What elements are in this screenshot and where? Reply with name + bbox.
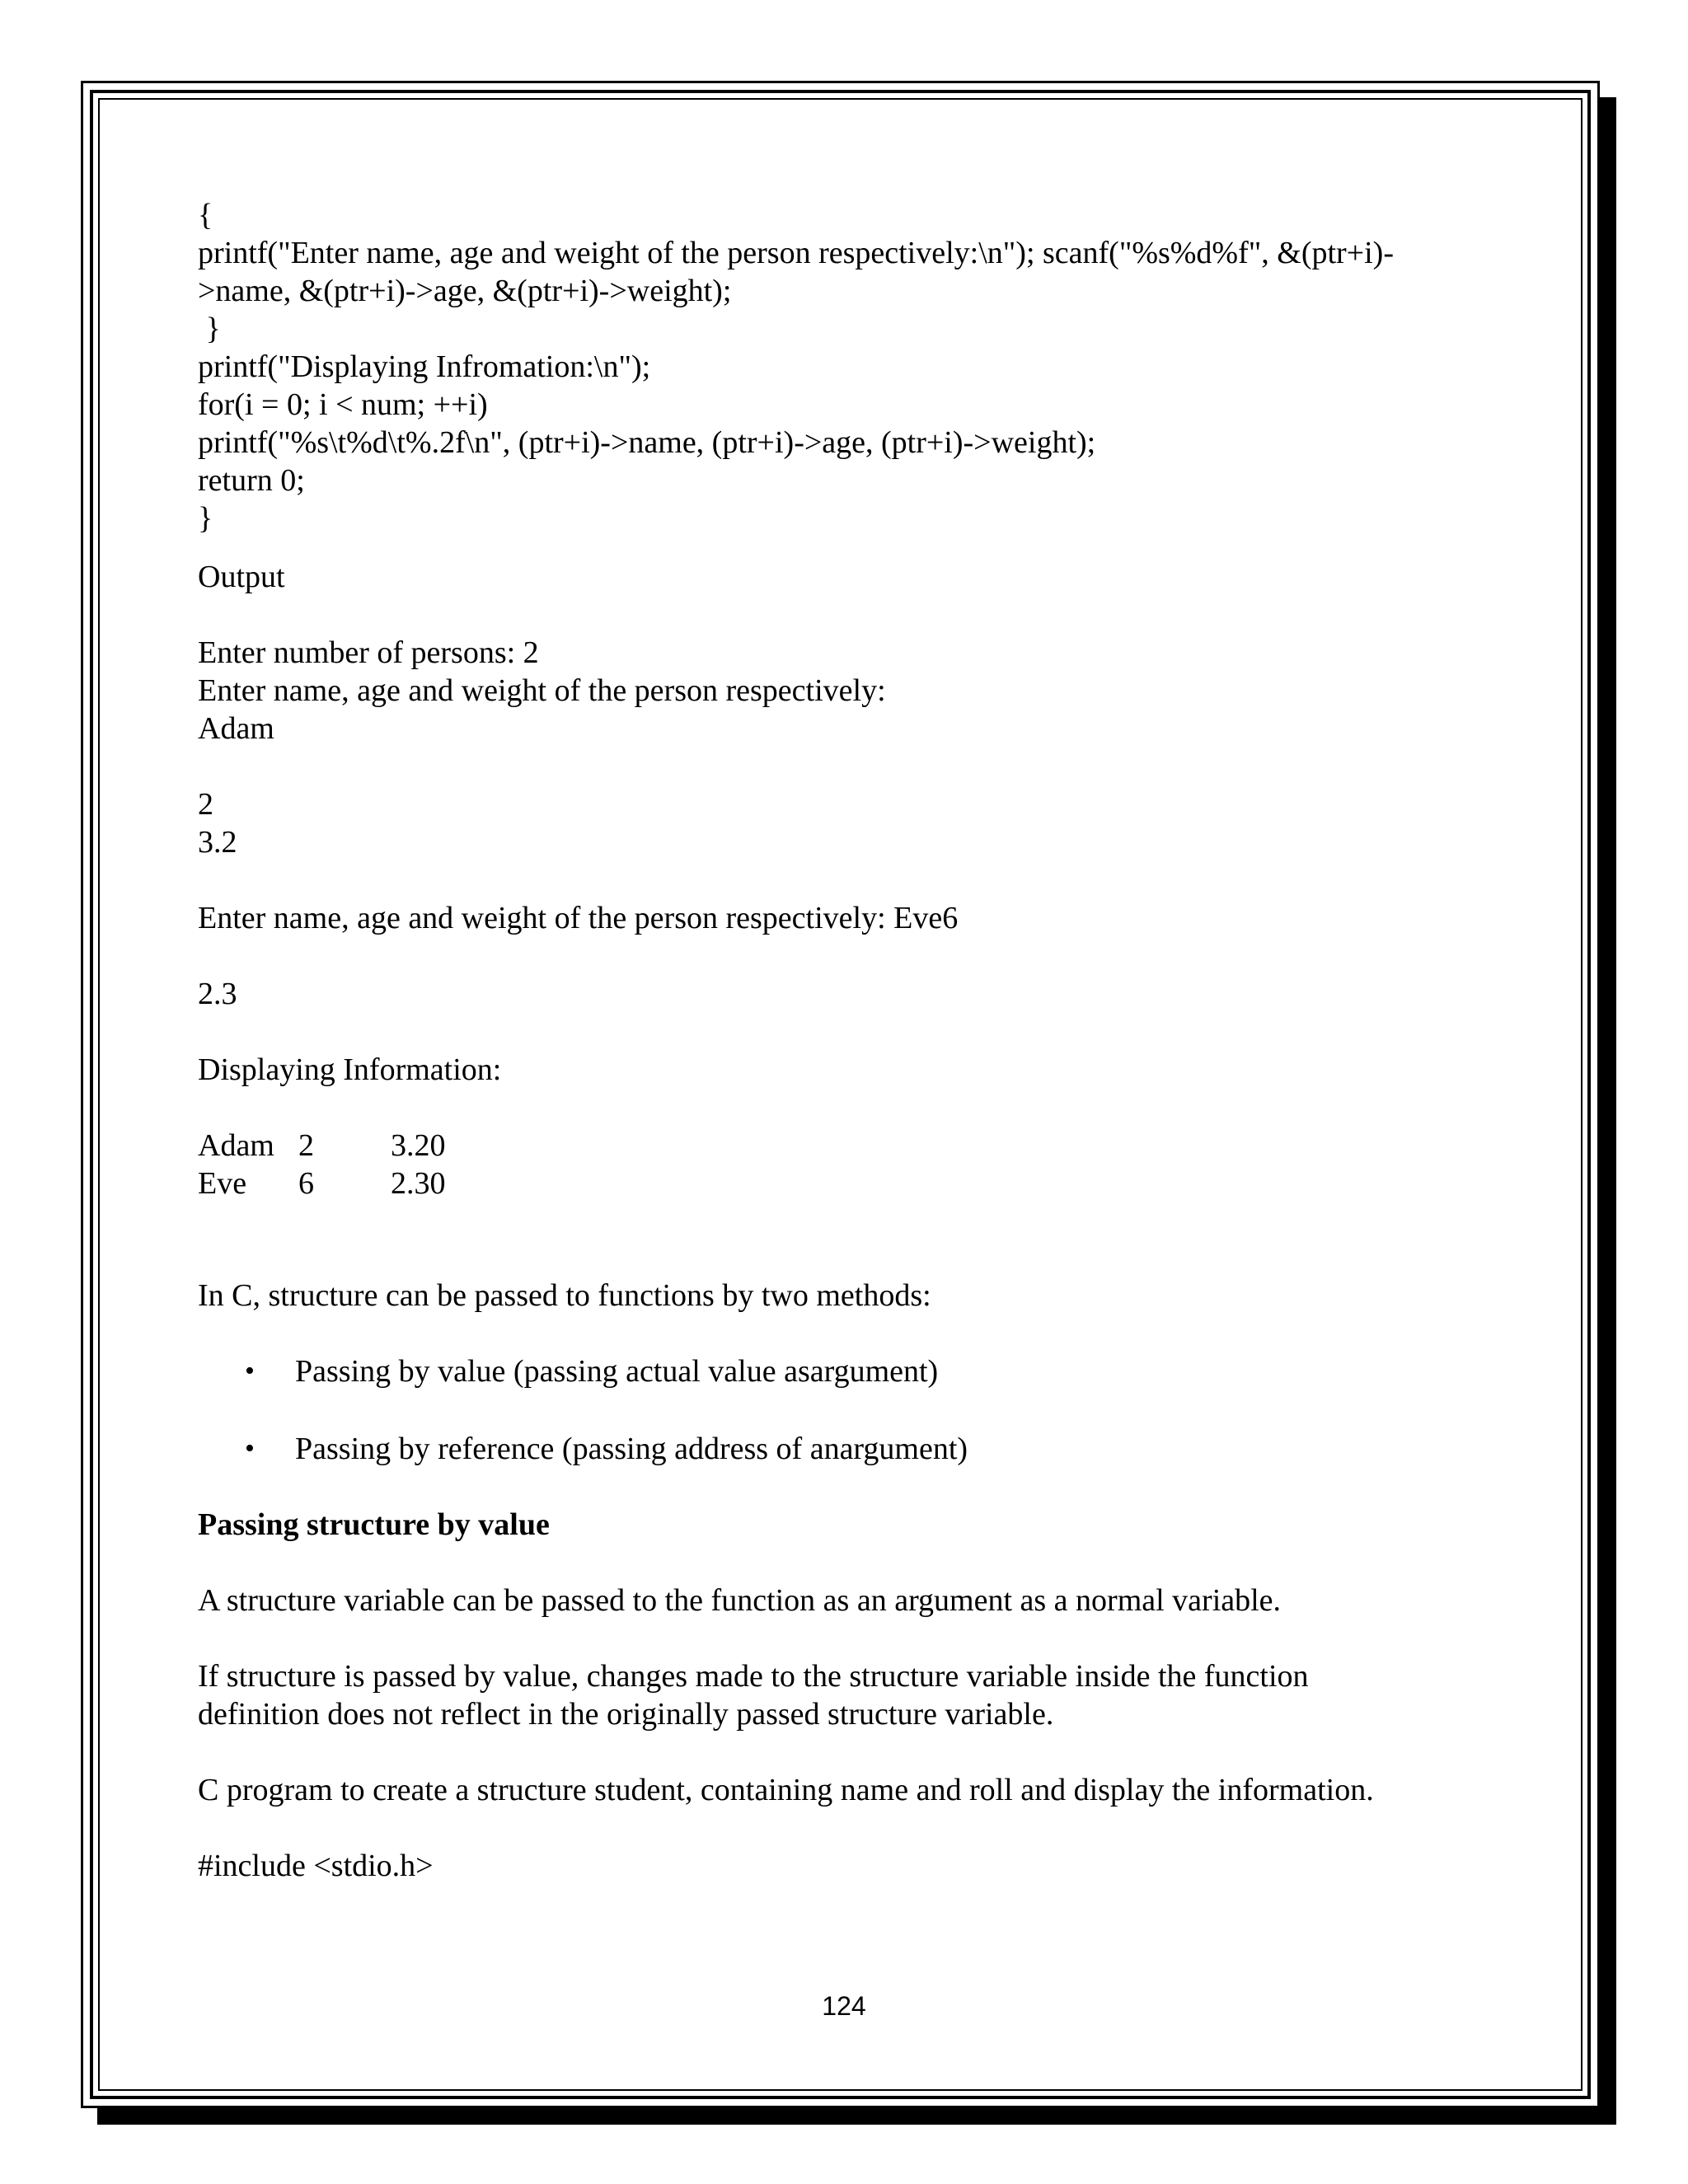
list-item — [198, 1430, 1484, 1468]
bullet-icon: • — [245, 1356, 255, 1386]
list-item-text: Passing by reference (passing address of anargument) — [295, 1432, 968, 1466]
bullet-icon: • — [245, 1433, 255, 1464]
intro-text: In C, structure can be passed to functions by two methods: — [198, 1278, 931, 1313]
list-item-text: Passing by value (passing actual value asargument) — [295, 1354, 939, 1389]
output-table — [198, 1127, 1484, 1202]
output-line: Enter number of persons: 2 — [198, 635, 539, 670]
paragraph: C program to create a structure student, containing name and roll and display the information. — [198, 1773, 1374, 1807]
list-item — [198, 1352, 1484, 1390]
displaying-heading: Displaying Information: — [198, 1052, 502, 1087]
paragraph-line: If structure is passed by value, changes made to the structure variable inside the function — [198, 1659, 1309, 1694]
code-line: { — [198, 198, 213, 232]
code-line: printf("%s\t%d\t%.2f\n", (ptr+i)->name, (ptr+i)->age, (ptr+i)->weight); — [198, 425, 1096, 460]
page-content — [198, 196, 1484, 1885]
paragraph — [198, 1657, 1484, 1733]
code-block-top — [198, 196, 1484, 537]
code-line: printf("Displaying Infromation:\n"); — [198, 349, 651, 384]
code-line: return 0; — [198, 463, 305, 498]
output-block-1 — [198, 634, 1484, 748]
code-line: printf("Enter name, age and weight of the person respectively:\n"); scanf("%s%d%f", &(ptr+i)- — [198, 236, 1394, 270]
code-line: } — [198, 501, 213, 536]
table-row — [198, 1127, 1484, 1165]
include-line: #include <stdio.h> — [198, 1849, 434, 1883]
section-heading: Passing structure by value — [198, 1507, 550, 1542]
table-cell-weight: 2.30 — [391, 1166, 446, 1201]
code-line: } — [198, 312, 221, 346]
table-cell-age: 2 — [298, 1128, 314, 1163]
output-line: Adam — [198, 711, 274, 746]
output-line: 2 — [198, 787, 213, 822]
bullet-list — [198, 1352, 1484, 1468]
output-block-2 — [198, 785, 1484, 861]
output-line: Enter name, age and weight of the person respectively: — [198, 673, 886, 708]
table-cell-name: Eve — [198, 1166, 247, 1201]
code-line: >name, &(ptr+i)->age, &(ptr+i)->weight); — [198, 274, 732, 308]
table-cell-age: 6 — [298, 1166, 314, 1201]
paragraph-line: definition does not reflect in the originally passed structure variable. — [198, 1697, 1054, 1732]
output-line: 3.2 — [198, 825, 237, 860]
code-line: for(i = 0; i < num; ++i) — [198, 387, 488, 422]
output-line: Enter name, age and weight of the person respectively: Eve6 — [198, 901, 959, 935]
output-heading: Output — [198, 560, 285, 594]
paragraph: A structure variable can be passed to the function as an argument as a normal variable. — [198, 1583, 1282, 1618]
table-row — [198, 1165, 1484, 1202]
table-cell-weight: 3.20 — [391, 1128, 446, 1163]
output-line: 2.3 — [198, 977, 237, 1011]
table-cell-name: Adam — [198, 1128, 274, 1163]
page-number: 124 — [822, 1991, 866, 2021]
